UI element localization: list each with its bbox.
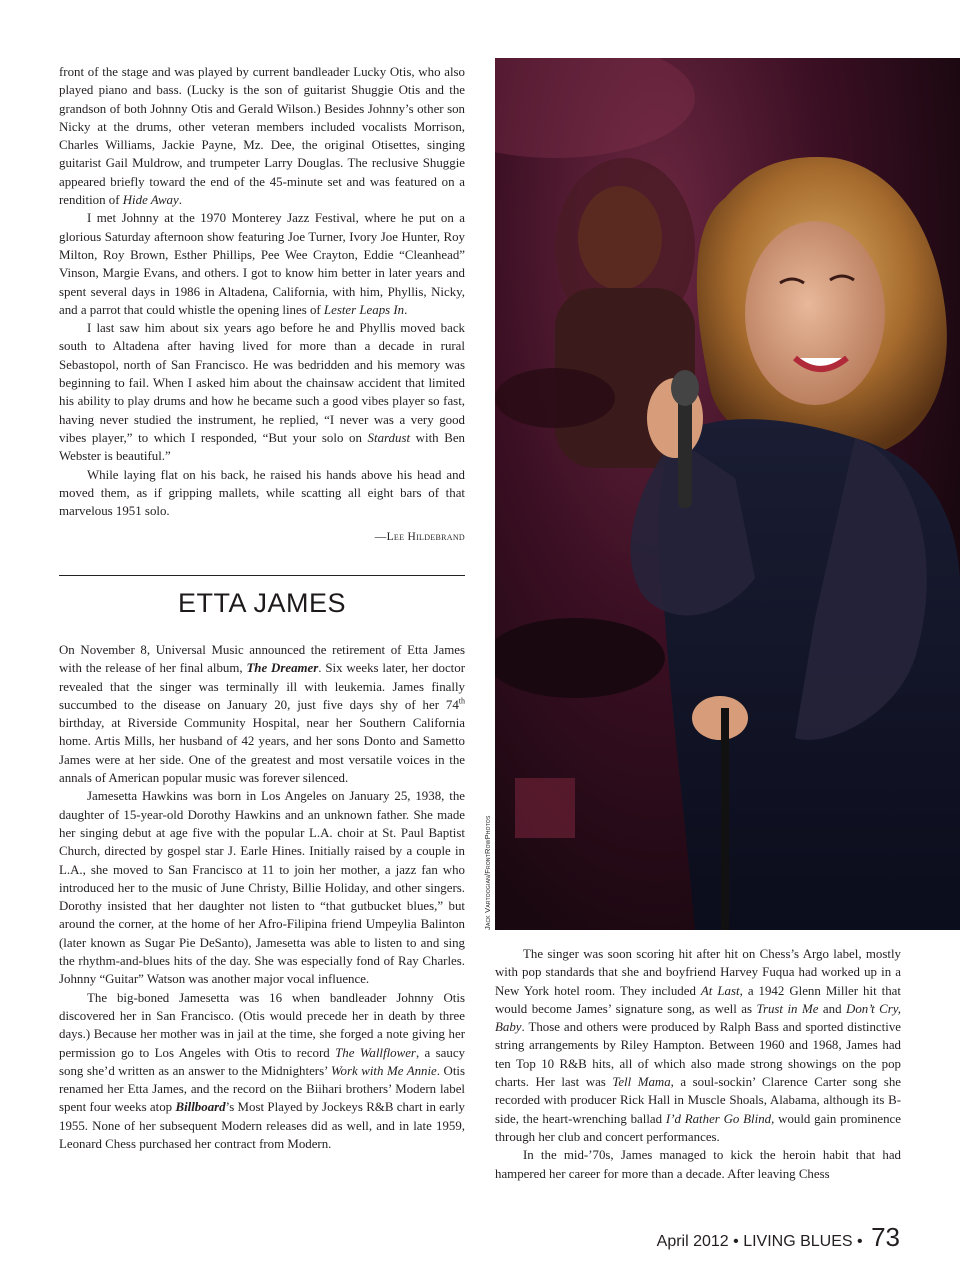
text-run: The singer was soon scoring hit after hit on Chess’s Argo label, mostly with pop standards that she and boyfriend Harvey Fuqua had worked up in a New York hotel room. They included — [495, 947, 901, 998]
paragraph — [495, 945, 901, 1146]
paragraph — [59, 319, 465, 465]
paragraph — [59, 989, 465, 1154]
text-run: While laying flat on his back, he raised his hands above his head and moved them, as if gripping mallets, while scatting all eight bars of that marvelous 1951 solo. — [59, 467, 465, 519]
title-reference: Trust in Me — [756, 1001, 819, 1016]
text-run: . Otis renamed her Etta James, and the record on the Biihari brothers’ Modern label spent four weeks atop — [59, 1063, 466, 1115]
title-reference: Lester Leaps In — [323, 302, 405, 317]
page-footer — [657, 1222, 900, 1253]
paragraph — [495, 1146, 901, 1183]
text-run: , a saucy song she’d written as an answer to the Midnighters’ — [59, 1045, 465, 1078]
title-reference: At Last — [700, 983, 740, 998]
text-run: ’s Most Played by Jockeys R&B chart in early 1955. None of her subsequent Modern releases did as well, and in late 1959, Leonard Chess purchased her contract from Modern. — [59, 1100, 466, 1152]
article-column-right-bottom — [495, 945, 901, 1183]
paragraph — [59, 63, 465, 209]
paragraph — [59, 787, 465, 988]
text-run: On November 8, Universal Music announced the retirement of Etta James with the release of her final album, — [59, 643, 465, 676]
text-run: and — [818, 1001, 847, 1016]
paragraph — [59, 466, 465, 521]
photo-credit: Jack Vartoogian/FrontRowPhotos — [483, 815, 492, 930]
text-run: th — [458, 696, 465, 706]
article-column-left-top — [59, 63, 465, 547]
etta-james-photo — [495, 58, 960, 930]
title-reference: Work with Me Annie — [330, 1063, 437, 1078]
text-run: . Six weeks later, her doctor revealed that the singer was terminally ill with leukemia. James finally succumbed to the disease on January 20, just five days shy of her 74 — [59, 661, 465, 712]
section-title: ETTA JAMES — [177, 588, 347, 618]
paragraph — [59, 641, 465, 787]
title-reference: Don’t Cry, Baby — [495, 1001, 902, 1035]
text-run: front of the stage and was played by current bandleader Lucky Otis, who also played piano and bass. (Lucky is the son of guitarist Shuggie Otis and the grandson of both Johnny Otis and Gerald Wilson.) Besides Johnny’s other son Nicky at the drums, other veteran members included vocalists Morrison, Charles Williams, Jackie Payne, Mz. Dee, the original Otisettes, singing guitarist Gail Muldrow, and trumpeter Larry Douglas. The reclusive Shuggie appeared briefly toward the end of the 45-minute set and was featured on a rendition of — [59, 65, 465, 208]
footer-issue-text: April 2012 • LIVING BLUES • — [656, 1233, 863, 1250]
text-run: with Ben Webster is beautiful.” — [59, 430, 465, 464]
title-reference: Billboard — [175, 1100, 226, 1115]
text-run: I met Johnny at the 1970 Monterey Jazz Festival, where he put on a glorious Saturday afternoon show featuring Joe Turner, Ivory Joe Hunter, Roy Milton, Roy Brown, Esther Phillips, Pee Wee Crayton, Eddie “Cleanhead” Vinson, Margie Evans, and others. I got to know him better in later years and spent several days in 1986 in Altadena, California, with him, Phyllis, Nicky, and a parrot that could whistle the opening lines of — [59, 211, 465, 317]
title-reference: Hide Away — [122, 193, 179, 208]
text-run: Jamesetta Hawkins was born in Los Angeles on January 25, 1938, the daughter of 15-year-old Dorothy Hawkins and an unknown father. She made her singing debut at age five with the popular L.A. choir at St. Paul Baptist Church, directed by gospel star J. Earle Hines. Initially raised by a couple in L.A., she moved to San Francisco at 11 to join her mother, a jazz fan who introduced her to the music of June Christy, Billie Holiday, and other singers. Dorothy insisted that her daughter not listen to “that gutbucket blues,” but around the corner, at the home of her Afro-Filipina friend Umpeylia Balinton (later known as Sugar Pie DeSanto), Jamesetta was able to listen to and sing the rhythm-and-blues hits of the day. She was especially fond of Ray Charles. Johnny “Guitar” Watson was another major vocal influence. — [59, 789, 465, 987]
text-run: , a 1942 Glenn Miller hit that would become James’ signature song, as well as — [495, 983, 901, 1016]
text-run: . — [404, 302, 408, 317]
title-reference: Stardust — [367, 430, 411, 445]
text-run: In the mid-’70s, James managed to kick the heroin habit that had hampered her career for more than a decade. After leaving Chess — [495, 1148, 901, 1181]
title-reference: Tell Mama — [612, 1075, 671, 1090]
text-run: . — [178, 193, 182, 208]
text-run: . Those and others were produced by Ralph Bass and sported distinctive string arrangements by Riley Hampton. Between 1960 and 1968, James had ten Top 10 R&B hits, all of which also made strong showings on the pop charts. Her last was — [495, 1020, 901, 1090]
text-run: , a soul-sockin’ Clarence Carter song she recorded with producer Rick Hall in Muscle Shoals, Alabama, although its B-side, the heart-wrenching ballad — [495, 1075, 901, 1126]
title-reference: I’d Rather Go Blind — [665, 1111, 772, 1126]
text-run: birthday, at Riverside Community Hospital, near her Southern California home. Artis Mills, her husband of 42 years, and her sons Donto and Sametto James were at her side. One of the greatest and most versatile voices in the annals of American popular music was forever silenced. — [59, 716, 465, 786]
page-number: 73 — [871, 1222, 900, 1252]
text-run: , would gain prominence through her club and concert performances. — [495, 1111, 901, 1144]
article-column-left-bottom — [59, 641, 465, 1153]
paragraph — [59, 209, 465, 319]
byline: —Lee Hildebrand — [374, 531, 465, 544]
text-run: I last saw him about six years ago before he and Phyllis moved back south to Altadena after having lived for more than a decade in rural Sebastopol, north of San Francisco. He was bedridden and his memory was beginning to fail. When I asked him about the chainsaw accident that limited his ability to play drums and how he became such a good vibes player so fast, having never studied the instrument, he replied, “I never was a very good vibes player,” to which I responded, “But your solo on — [59, 321, 465, 445]
title-reference: The Dreamer — [246, 661, 319, 676]
title-reference: The Wallflower — [335, 1045, 416, 1060]
text-run: The big-boned Jamesetta was 16 when bandleader Johnny Otis discovered her in San Francisco. (Otis would precede her in death by three days.) Because her mother was in jail at the time, she forged a note giving her permission go to Los Angeles with Otis to record — [59, 990, 465, 1060]
section-divider — [59, 575, 465, 576]
